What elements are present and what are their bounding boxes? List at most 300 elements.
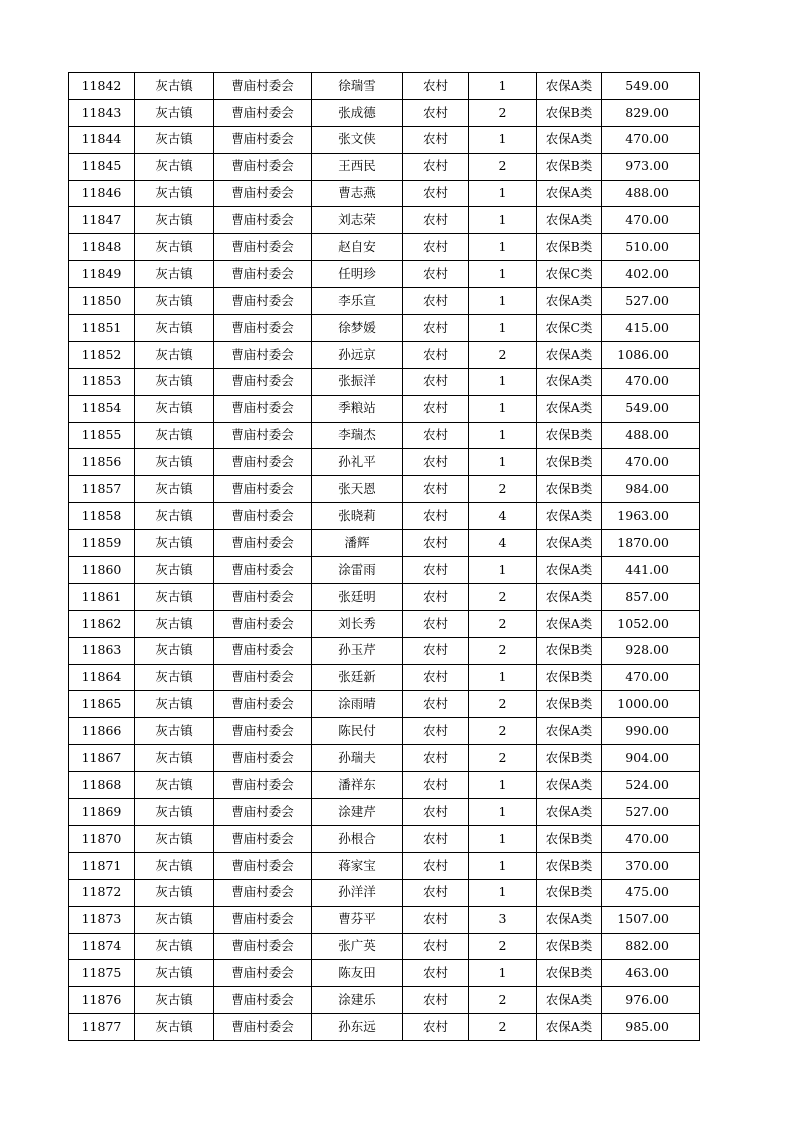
household-size-cell: 2 (469, 933, 537, 960)
name-cell: 涂雷雨 (312, 557, 403, 584)
serial-number-cell: 11847 (69, 207, 135, 234)
amount-cell: 510.00 (602, 234, 700, 261)
table-row (69, 234, 700, 261)
village-committee-cell: 曹庙村委会 (214, 126, 312, 153)
serial-number-cell: 11859 (69, 530, 135, 557)
name-cell: 刘志荣 (312, 207, 403, 234)
town-cell: 灰古镇 (135, 180, 214, 207)
amount-cell: 475.00 (602, 879, 700, 906)
table-row (69, 879, 700, 906)
household-size-cell: 1 (469, 852, 537, 879)
table-row (69, 691, 700, 718)
amount-cell: 470.00 (602, 825, 700, 852)
serial-number-cell: 11866 (69, 718, 135, 745)
name-cell: 徐梦媛 (312, 315, 403, 342)
household-size-cell: 1 (469, 422, 537, 449)
insurance-category-cell: 农保A类 (537, 718, 602, 745)
area-type-cell: 农村 (403, 449, 469, 476)
serial-number-cell: 11845 (69, 153, 135, 180)
household-size-cell: 1 (469, 664, 537, 691)
name-cell: 孙洋洋 (312, 879, 403, 906)
amount-cell: 470.00 (602, 207, 700, 234)
insurance-category-cell: 农保A类 (537, 288, 602, 315)
area-type-cell: 农村 (403, 664, 469, 691)
area-type-cell: 农村 (403, 933, 469, 960)
name-cell: 孙远京 (312, 341, 403, 368)
village-committee-cell: 曹庙村委会 (214, 315, 312, 342)
name-cell: 徐瑞雪 (312, 73, 403, 100)
household-size-cell: 2 (469, 637, 537, 664)
area-type-cell: 农村 (403, 73, 469, 100)
name-cell: 蒋家宝 (312, 852, 403, 879)
village-committee-cell: 曹庙村委会 (214, 825, 312, 852)
area-type-cell: 农村 (403, 960, 469, 987)
town-cell: 灰古镇 (135, 368, 214, 395)
table-row (69, 180, 700, 207)
serial-number-cell: 11861 (69, 583, 135, 610)
insurance-category-cell: 农保A类 (537, 207, 602, 234)
area-type-cell: 农村 (403, 261, 469, 288)
town-cell: 灰古镇 (135, 126, 214, 153)
town-cell: 灰古镇 (135, 288, 214, 315)
table-row (69, 341, 700, 368)
insurance-category-cell: 农保A类 (537, 530, 602, 557)
amount-cell: 470.00 (602, 664, 700, 691)
table-row (69, 745, 700, 772)
table-row (69, 315, 700, 342)
serial-number-cell: 11855 (69, 422, 135, 449)
village-committee-cell: 曹庙村委会 (214, 99, 312, 126)
amount-cell: 1086.00 (602, 341, 700, 368)
serial-number-cell: 11850 (69, 288, 135, 315)
table-row (69, 933, 700, 960)
town-cell: 灰古镇 (135, 557, 214, 584)
name-cell: 陈友田 (312, 960, 403, 987)
town-cell: 灰古镇 (135, 906, 214, 933)
area-type-cell: 农村 (403, 503, 469, 530)
serial-number-cell: 11868 (69, 772, 135, 799)
amount-cell: 470.00 (602, 368, 700, 395)
village-committee-cell: 曹庙村委会 (214, 745, 312, 772)
table-row (69, 99, 700, 126)
amount-cell: 524.00 (602, 772, 700, 799)
serial-number-cell: 11874 (69, 933, 135, 960)
serial-number-cell: 11842 (69, 73, 135, 100)
village-committee-cell: 曹庙村委会 (214, 530, 312, 557)
name-cell: 孙玉芹 (312, 637, 403, 664)
insurance-category-cell: 农保A类 (537, 799, 602, 826)
area-type-cell: 农村 (403, 772, 469, 799)
insurance-category-cell: 农保C类 (537, 315, 602, 342)
name-cell: 张成德 (312, 99, 403, 126)
insurance-category-cell: 农保B类 (537, 153, 602, 180)
insurance-category-cell: 农保B类 (537, 637, 602, 664)
village-committee-cell: 曹庙村委会 (214, 557, 312, 584)
name-cell: 张廷新 (312, 664, 403, 691)
household-size-cell: 1 (469, 772, 537, 799)
area-type-cell: 农村 (403, 557, 469, 584)
village-committee-cell: 曹庙村委会 (214, 610, 312, 637)
area-type-cell: 农村 (403, 234, 469, 261)
household-size-cell: 1 (469, 126, 537, 153)
amount-cell: 882.00 (602, 933, 700, 960)
serial-number-cell: 11863 (69, 637, 135, 664)
village-committee-cell: 曹庙村委会 (214, 153, 312, 180)
village-committee-cell: 曹庙村委会 (214, 906, 312, 933)
household-size-cell: 2 (469, 341, 537, 368)
village-committee-cell: 曹庙村委会 (214, 1014, 312, 1041)
town-cell: 灰古镇 (135, 772, 214, 799)
household-size-cell: 1 (469, 180, 537, 207)
village-committee-cell: 曹庙村委会 (214, 476, 312, 503)
village-committee-cell: 曹庙村委会 (214, 664, 312, 691)
name-cell: 孙瑞夫 (312, 745, 403, 772)
insurance-category-cell: 农保B类 (537, 933, 602, 960)
insurance-category-cell: 农保A类 (537, 1014, 602, 1041)
assistance-roster-table (68, 72, 700, 1041)
area-type-cell: 农村 (403, 718, 469, 745)
table-row (69, 799, 700, 826)
town-cell: 灰古镇 (135, 449, 214, 476)
household-size-cell: 2 (469, 153, 537, 180)
serial-number-cell: 11843 (69, 99, 135, 126)
table-row (69, 530, 700, 557)
household-size-cell: 3 (469, 906, 537, 933)
amount-cell: 527.00 (602, 288, 700, 315)
amount-cell: 976.00 (602, 987, 700, 1014)
village-committee-cell: 曹庙村委会 (214, 799, 312, 826)
village-committee-cell: 曹庙村委会 (214, 933, 312, 960)
amount-cell: 470.00 (602, 126, 700, 153)
serial-number-cell: 11871 (69, 852, 135, 879)
insurance-category-cell: 农保B类 (537, 422, 602, 449)
area-type-cell: 农村 (403, 315, 469, 342)
area-type-cell: 农村 (403, 799, 469, 826)
serial-number-cell: 11870 (69, 825, 135, 852)
name-cell: 孙礼平 (312, 449, 403, 476)
village-committee-cell: 曹庙村委会 (214, 234, 312, 261)
town-cell: 灰古镇 (135, 1014, 214, 1041)
area-type-cell: 农村 (403, 288, 469, 315)
household-size-cell: 2 (469, 476, 537, 503)
insurance-category-cell: 农保B类 (537, 691, 602, 718)
village-committee-cell: 曹庙村委会 (214, 772, 312, 799)
area-type-cell: 农村 (403, 126, 469, 153)
village-committee-cell: 曹庙村委会 (214, 879, 312, 906)
name-cell: 孙根合 (312, 825, 403, 852)
serial-number-cell: 11853 (69, 368, 135, 395)
village-committee-cell: 曹庙村委会 (214, 987, 312, 1014)
household-size-cell: 1 (469, 879, 537, 906)
town-cell: 灰古镇 (135, 422, 214, 449)
amount-cell: 470.00 (602, 449, 700, 476)
town-cell: 灰古镇 (135, 153, 214, 180)
area-type-cell: 农村 (403, 987, 469, 1014)
table-row (69, 449, 700, 476)
table-row (69, 637, 700, 664)
insurance-category-cell: 农保A类 (537, 557, 602, 584)
village-committee-cell: 曹庙村委会 (214, 341, 312, 368)
town-cell: 灰古镇 (135, 933, 214, 960)
household-size-cell: 2 (469, 745, 537, 772)
name-cell: 张晓莉 (312, 503, 403, 530)
serial-number-cell: 11854 (69, 395, 135, 422)
village-committee-cell: 曹庙村委会 (214, 718, 312, 745)
serial-number-cell: 11865 (69, 691, 135, 718)
amount-cell: 463.00 (602, 960, 700, 987)
household-size-cell: 2 (469, 691, 537, 718)
insurance-category-cell: 农保A类 (537, 772, 602, 799)
name-cell: 张文侠 (312, 126, 403, 153)
name-cell: 涂雨晴 (312, 691, 403, 718)
village-committee-cell: 曹庙村委会 (214, 368, 312, 395)
area-type-cell: 农村 (403, 395, 469, 422)
household-size-cell: 1 (469, 449, 537, 476)
table-row (69, 395, 700, 422)
serial-number-cell: 11846 (69, 180, 135, 207)
table-row (69, 852, 700, 879)
insurance-category-cell: 农保A类 (537, 503, 602, 530)
serial-number-cell: 11862 (69, 610, 135, 637)
household-size-cell: 2 (469, 1014, 537, 1041)
table-row (69, 126, 700, 153)
town-cell: 灰古镇 (135, 395, 214, 422)
table-row (69, 207, 700, 234)
table-row (69, 557, 700, 584)
town-cell: 灰古镇 (135, 341, 214, 368)
household-size-cell: 4 (469, 503, 537, 530)
serial-number-cell: 11851 (69, 315, 135, 342)
serial-number-cell: 11852 (69, 341, 135, 368)
area-type-cell: 农村 (403, 1014, 469, 1041)
area-type-cell: 农村 (403, 825, 469, 852)
name-cell: 涂建乐 (312, 987, 403, 1014)
town-cell: 灰古镇 (135, 691, 214, 718)
village-committee-cell: 曹庙村委会 (214, 960, 312, 987)
household-size-cell: 1 (469, 73, 537, 100)
insurance-category-cell: 农保B类 (537, 449, 602, 476)
table-row (69, 1014, 700, 1041)
table-row (69, 718, 700, 745)
amount-cell: 370.00 (602, 852, 700, 879)
serial-number-cell: 11857 (69, 476, 135, 503)
serial-number-cell: 11849 (69, 261, 135, 288)
household-size-cell: 2 (469, 99, 537, 126)
table-row (69, 476, 700, 503)
area-type-cell: 农村 (403, 879, 469, 906)
area-type-cell: 农村 (403, 153, 469, 180)
name-cell: 张天恩 (312, 476, 403, 503)
area-type-cell: 农村 (403, 368, 469, 395)
table-row (69, 583, 700, 610)
serial-number-cell: 11875 (69, 960, 135, 987)
area-type-cell: 农村 (403, 745, 469, 772)
amount-cell: 985.00 (602, 1014, 700, 1041)
village-committee-cell: 曹庙村委会 (214, 207, 312, 234)
insurance-category-cell: 农保A类 (537, 180, 602, 207)
household-size-cell: 1 (469, 799, 537, 826)
village-committee-cell: 曹庙村委会 (214, 691, 312, 718)
town-cell: 灰古镇 (135, 73, 214, 100)
amount-cell: 1870.00 (602, 530, 700, 557)
name-cell: 刘长秀 (312, 610, 403, 637)
name-cell: 赵自安 (312, 234, 403, 261)
name-cell: 潘辉 (312, 530, 403, 557)
village-committee-cell: 曹庙村委会 (214, 583, 312, 610)
insurance-category-cell: 农保B类 (537, 960, 602, 987)
area-type-cell: 农村 (403, 530, 469, 557)
amount-cell: 928.00 (602, 637, 700, 664)
amount-cell: 415.00 (602, 315, 700, 342)
serial-number-cell: 11856 (69, 449, 135, 476)
town-cell: 灰古镇 (135, 664, 214, 691)
town-cell: 灰古镇 (135, 315, 214, 342)
town-cell: 灰古镇 (135, 745, 214, 772)
household-size-cell: 2 (469, 583, 537, 610)
town-cell: 灰古镇 (135, 960, 214, 987)
insurance-category-cell: 农保B类 (537, 99, 602, 126)
amount-cell: 488.00 (602, 180, 700, 207)
town-cell: 灰古镇 (135, 879, 214, 906)
table-row (69, 906, 700, 933)
amount-cell: 549.00 (602, 73, 700, 100)
village-committee-cell: 曹庙村委会 (214, 73, 312, 100)
insurance-category-cell: 农保A类 (537, 73, 602, 100)
town-cell: 灰古镇 (135, 261, 214, 288)
household-size-cell: 1 (469, 960, 537, 987)
town-cell: 灰古镇 (135, 825, 214, 852)
town-cell: 灰古镇 (135, 476, 214, 503)
area-type-cell: 农村 (403, 583, 469, 610)
serial-number-cell: 11873 (69, 906, 135, 933)
village-committee-cell: 曹庙村委会 (214, 422, 312, 449)
household-size-cell: 1 (469, 234, 537, 261)
serial-number-cell: 11872 (69, 879, 135, 906)
village-committee-cell: 曹庙村委会 (214, 180, 312, 207)
insurance-category-cell: 农保A类 (537, 368, 602, 395)
serial-number-cell: 11867 (69, 745, 135, 772)
amount-cell: 402.00 (602, 261, 700, 288)
amount-cell: 857.00 (602, 583, 700, 610)
amount-cell: 973.00 (602, 153, 700, 180)
insurance-category-cell: 农保A类 (537, 126, 602, 153)
name-cell: 陈民付 (312, 718, 403, 745)
household-size-cell: 2 (469, 610, 537, 637)
table-row (69, 960, 700, 987)
insurance-category-cell: 农保C类 (537, 261, 602, 288)
name-cell: 曹芬平 (312, 906, 403, 933)
household-size-cell: 1 (469, 368, 537, 395)
name-cell: 季粮站 (312, 395, 403, 422)
area-type-cell: 农村 (403, 476, 469, 503)
name-cell: 张广英 (312, 933, 403, 960)
area-type-cell: 农村 (403, 906, 469, 933)
town-cell: 灰古镇 (135, 610, 214, 637)
town-cell: 灰古镇 (135, 530, 214, 557)
insurance-category-cell: 农保A类 (537, 906, 602, 933)
amount-cell: 829.00 (602, 99, 700, 126)
serial-number-cell: 11869 (69, 799, 135, 826)
household-size-cell: 4 (469, 530, 537, 557)
insurance-category-cell: 农保A类 (537, 583, 602, 610)
town-cell: 灰古镇 (135, 987, 214, 1014)
name-cell: 任明珍 (312, 261, 403, 288)
amount-cell: 549.00 (602, 395, 700, 422)
name-cell: 潘祥东 (312, 772, 403, 799)
table-row (69, 503, 700, 530)
area-type-cell: 农村 (403, 637, 469, 664)
table-row (69, 422, 700, 449)
serial-number-cell: 11844 (69, 126, 135, 153)
name-cell: 涂建芹 (312, 799, 403, 826)
area-type-cell: 农村 (403, 422, 469, 449)
serial-number-cell: 11858 (69, 503, 135, 530)
amount-cell: 990.00 (602, 718, 700, 745)
name-cell: 曹志燕 (312, 180, 403, 207)
table-row (69, 610, 700, 637)
insurance-category-cell: 农保B类 (537, 476, 602, 503)
town-cell: 灰古镇 (135, 583, 214, 610)
amount-cell: 904.00 (602, 745, 700, 772)
insurance-category-cell: 农保B类 (537, 879, 602, 906)
insurance-category-cell: 农保B类 (537, 825, 602, 852)
household-size-cell: 2 (469, 987, 537, 1014)
insurance-category-cell: 农保A类 (537, 610, 602, 637)
amount-cell: 488.00 (602, 422, 700, 449)
area-type-cell: 农村 (403, 852, 469, 879)
insurance-category-cell: 农保B类 (537, 234, 602, 261)
serial-number-cell: 11876 (69, 987, 135, 1014)
name-cell: 李瑞杰 (312, 422, 403, 449)
serial-number-cell: 11860 (69, 557, 135, 584)
household-size-cell: 1 (469, 315, 537, 342)
household-size-cell: 1 (469, 825, 537, 852)
table-row (69, 368, 700, 395)
area-type-cell: 农村 (403, 207, 469, 234)
village-committee-cell: 曹庙村委会 (214, 449, 312, 476)
amount-cell: 441.00 (602, 557, 700, 584)
town-cell: 灰古镇 (135, 852, 214, 879)
household-size-cell: 2 (469, 718, 537, 745)
serial-number-cell: 11877 (69, 1014, 135, 1041)
town-cell: 灰古镇 (135, 234, 214, 261)
area-type-cell: 农村 (403, 341, 469, 368)
household-size-cell: 1 (469, 557, 537, 584)
town-cell: 灰古镇 (135, 503, 214, 530)
household-size-cell: 1 (469, 261, 537, 288)
area-type-cell: 农村 (403, 691, 469, 718)
town-cell: 灰古镇 (135, 99, 214, 126)
household-size-cell: 1 (469, 288, 537, 315)
table-row (69, 288, 700, 315)
insurance-category-cell: 农保A类 (537, 987, 602, 1014)
area-type-cell: 农村 (403, 99, 469, 126)
town-cell: 灰古镇 (135, 718, 214, 745)
table-row (69, 153, 700, 180)
table-row (69, 261, 700, 288)
amount-cell: 527.00 (602, 799, 700, 826)
village-committee-cell: 曹庙村委会 (214, 852, 312, 879)
area-type-cell: 农村 (403, 180, 469, 207)
amount-cell: 1507.00 (602, 906, 700, 933)
area-type-cell: 农村 (403, 610, 469, 637)
insurance-category-cell: 农保A类 (537, 341, 602, 368)
amount-cell: 1000.00 (602, 691, 700, 718)
table-row (69, 772, 700, 799)
insurance-category-cell: 农保B类 (537, 664, 602, 691)
village-committee-cell: 曹庙村委会 (214, 261, 312, 288)
table-body (69, 73, 700, 1041)
